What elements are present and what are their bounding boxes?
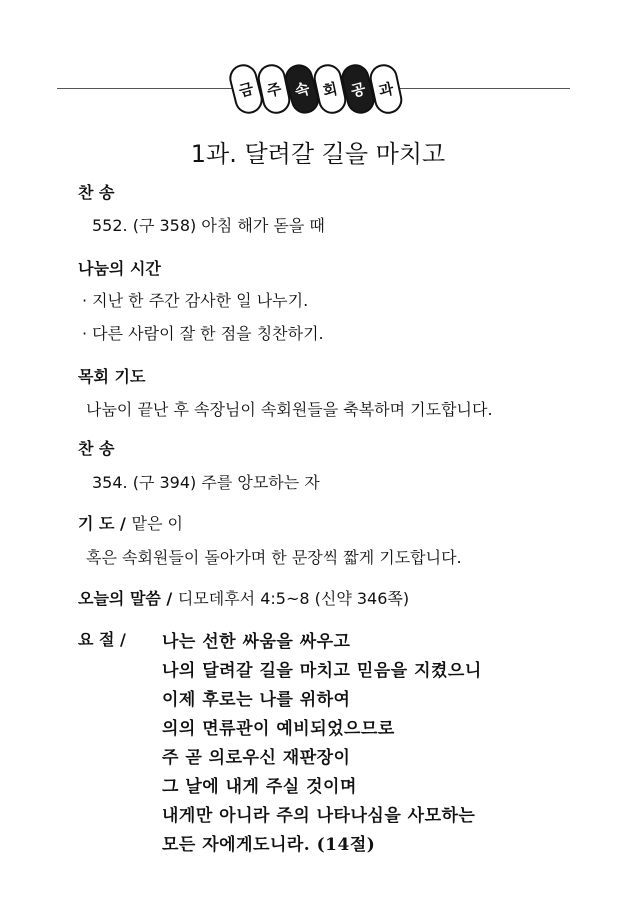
key-verse-line-5: 주 곧 의로우신 재판장이 xyxy=(162,748,351,768)
key-verse-line-7: 내게만 아니라 주의 나타나심을 사모하는 xyxy=(162,806,476,826)
key-verse-line-8: 모든 자에게도니라. (14절) xyxy=(162,835,376,855)
prayer-value: 맡은 이 xyxy=(131,514,183,533)
key-verse-line-2: 나의 달려갈 길을 마치고 믿음을 지켰으니 xyxy=(162,661,482,681)
scripture-heading xyxy=(78,586,409,609)
key-verse-line-1: 나는 선한 싸움을 싸우고 xyxy=(162,632,351,652)
hymn1-text: 552. (구 358) 아침 해가 돋을 때 xyxy=(92,216,325,235)
hymn2-label: 찬 송 xyxy=(78,439,115,458)
badge-char-3: 속 xyxy=(282,61,323,117)
hymn2-text: 354. (구 394) 주를 앙모하는 자 xyxy=(92,473,320,492)
lesson-title: 1과. 달려갈 길을 마치고 xyxy=(190,140,446,168)
prayer-heading xyxy=(78,511,183,534)
badge-char-5: 공 xyxy=(338,61,377,116)
pastoral-prayer-label: 목회 기도 xyxy=(78,367,146,386)
hymn1-label: 찬 송 xyxy=(78,183,115,202)
prayer-label: 기 도 / xyxy=(78,514,126,533)
badge-char-6: 과 xyxy=(367,62,405,117)
key-verse-label: 요 절 / xyxy=(78,630,126,649)
sharing-item-1: · 지난 한 주간 감사한 일 나누기. xyxy=(82,291,309,310)
sharing-label: 나눔의 시간 xyxy=(78,259,161,278)
scripture-value: 디모데후서 4:5~8 (신약 346쪽) xyxy=(177,589,410,608)
pastoral-prayer-text: 나눔이 끝난 후 속장님이 속회원들을 축복하며 기도합니다. xyxy=(86,400,493,419)
key-verse-line-6: 그 날에 내게 주실 것이며 xyxy=(162,777,357,797)
badge-char-1: 금 xyxy=(226,61,265,116)
sharing-item-2: · 다른 사람이 잘 한 점을 칭찬하기. xyxy=(82,324,324,343)
badge-char-2: 주 xyxy=(255,62,293,117)
badge-char-4: 회 xyxy=(311,62,349,117)
page-header xyxy=(0,0,636,130)
section-badge xyxy=(228,62,408,114)
prayer-text: 혹은 속회원들이 돌아가며 한 문장씩 짧게 기도합니다. xyxy=(86,548,462,567)
key-verse-line-3: 이제 후로는 나를 위하여 xyxy=(162,690,351,710)
key-verse-line-4: 의의 면류관이 예비되었으므로 xyxy=(162,719,395,739)
scripture-label: 오늘의 말씀 / xyxy=(78,589,173,608)
